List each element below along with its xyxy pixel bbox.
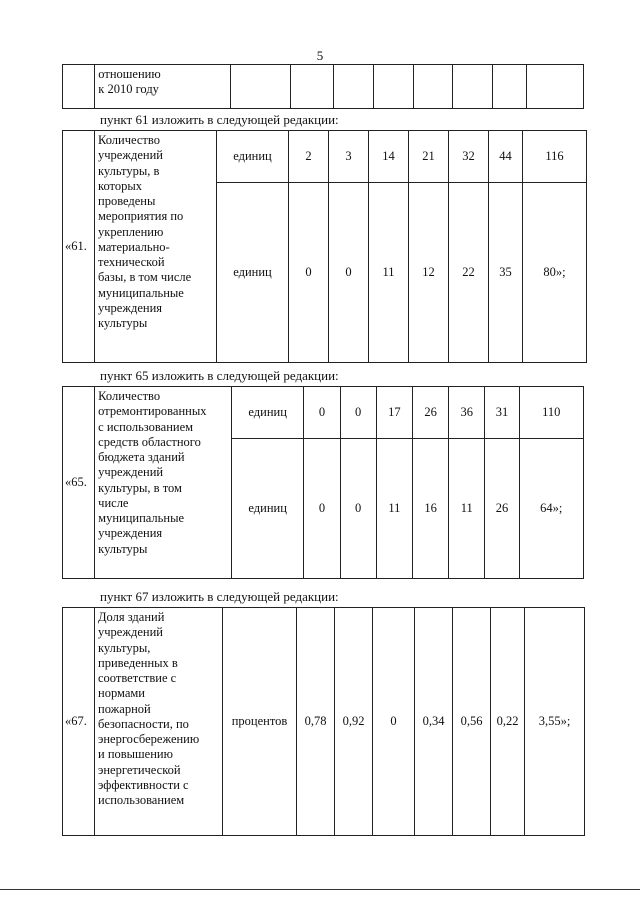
unit-cell: единиц — [231, 439, 303, 579]
description-line: базы, в том числе — [98, 270, 192, 285]
top-fragment-line: отношению — [98, 67, 161, 81]
value-cell: 3 — [329, 131, 369, 183]
value-cell: 2 — [289, 131, 329, 183]
value-cell: 0 — [304, 387, 340, 439]
top-fragment-cell — [414, 65, 452, 109]
description-line: учреждения — [98, 526, 163, 541]
description-line: укреплению — [98, 224, 164, 239]
description-line: проведены — [98, 194, 156, 208]
description-line: муниципальные — [98, 511, 185, 525]
description-line: Количество — [98, 389, 161, 403]
value-cell: 11 — [449, 439, 485, 579]
description-line: соответствие с — [98, 671, 177, 685]
unit-cell: единиц — [231, 387, 303, 439]
description-line: учреждений — [98, 148, 163, 163]
description-line: с использованием — [98, 419, 194, 434]
top-fragment-cell — [333, 65, 373, 109]
top-fragment-cell — [230, 65, 291, 109]
value-cell: 0 — [289, 183, 329, 363]
description-line: энергосбережению — [98, 732, 200, 746]
description-line: культуры, в — [98, 163, 160, 178]
value-cell: 21 — [409, 131, 449, 183]
value-cell: 64»; — [519, 439, 583, 579]
value-cell: 22 — [449, 183, 489, 363]
top-fragment-line: к 2010 году — [98, 82, 159, 97]
description-line: учреждений — [98, 465, 164, 480]
description-line: культуры, — [98, 640, 151, 655]
description-line: учреждений — [98, 625, 163, 640]
value-cell: 0 — [340, 387, 376, 439]
value-cell: 0,34 — [415, 608, 453, 836]
item-67-table — [62, 607, 584, 836]
value-cell: 32 — [449, 131, 489, 183]
section-caption-61: пункт 61 изложить в следующей редакции: — [100, 112, 339, 127]
description-line: отремонтированных — [98, 404, 207, 419]
description-line: безопасности, по — [98, 716, 189, 731]
top-fragment-table — [62, 64, 584, 109]
description-line: культуры — [98, 316, 148, 330]
value-cell: 0 — [340, 439, 376, 579]
value-cell: 110 — [519, 387, 583, 439]
description-line: муниципальные — [98, 285, 184, 300]
page-bottom-rule — [0, 889, 640, 890]
value-cell: 0,78 — [297, 608, 335, 836]
value-cell: 116 — [523, 131, 587, 183]
page-number: 5 — [316, 48, 324, 63]
top-fragment-cell — [527, 65, 584, 109]
top-fragment-cell — [373, 65, 413, 109]
description-line: энергетической — [98, 762, 181, 777]
description-line: и повышению — [98, 747, 173, 762]
value-cell: 0,22 — [491, 608, 525, 836]
value-cell: 44 — [489, 131, 523, 183]
description-line: которых — [98, 178, 142, 193]
unit-cell: единиц — [217, 183, 289, 363]
value-cell: 0 — [329, 183, 369, 363]
top-fragment-number-cell — [63, 65, 95, 109]
description-line: культуры, в том — [98, 480, 182, 495]
section-caption-65: пункт 65 изложить в следующей редакции: — [100, 368, 339, 383]
top-fragment-cell — [452, 65, 492, 109]
section-caption-67: пункт 67 изложить в следующей редакции: — [100, 589, 339, 604]
top-fragment-description — [95, 65, 230, 109]
item-number: «67. — [63, 608, 95, 836]
description-line: использованием — [98, 793, 185, 807]
item-number: «65. — [63, 387, 95, 579]
description-line: бюджета зданий — [98, 450, 185, 464]
value-cell: 11 — [369, 183, 409, 363]
value-cell: 3,55»; — [525, 608, 585, 836]
item-number: «61. — [63, 131, 95, 363]
description-line: мероприятия по — [98, 209, 184, 224]
value-cell: 0 — [373, 608, 415, 836]
item-description — [95, 387, 232, 579]
value-cell: 14 — [369, 131, 409, 183]
value-cell: 0 — [304, 439, 340, 579]
value-cell: 36 — [449, 387, 485, 439]
description-line: технической — [98, 255, 165, 269]
description-line: материально- — [98, 239, 170, 254]
description-line: нормами — [98, 686, 145, 701]
item-65-table — [62, 386, 584, 579]
value-cell: 0,92 — [335, 608, 373, 836]
item-61-table — [62, 130, 584, 363]
value-cell: 0,56 — [453, 608, 491, 836]
description-line: Количество — [98, 133, 160, 147]
value-cell: 12 — [409, 183, 449, 363]
unit-cell: единиц — [217, 131, 289, 183]
top-fragment-cell — [493, 65, 527, 109]
description-line: числе — [98, 495, 129, 510]
value-cell: 11 — [376, 439, 412, 579]
description-line: культуры — [98, 541, 148, 556]
description-line: учреждения — [98, 300, 163, 315]
unit-cell: процентов — [223, 608, 297, 836]
value-cell: 35 — [489, 183, 523, 363]
value-cell: 26 — [412, 387, 448, 439]
description-line: средств областного — [98, 434, 201, 449]
description-line: эффективности с — [98, 777, 189, 792]
description-line: приведенных в — [98, 655, 178, 670]
top-fragment-cell — [291, 65, 333, 109]
item-description — [95, 131, 217, 363]
item-description — [95, 608, 223, 836]
value-cell: 17 — [376, 387, 412, 439]
value-cell: 16 — [412, 439, 448, 579]
value-cell: 80»; — [523, 183, 587, 363]
description-line: Доля зданий — [98, 610, 165, 624]
description-line: пожарной — [98, 701, 151, 716]
value-cell: 26 — [485, 439, 519, 579]
value-cell: 31 — [485, 387, 519, 439]
